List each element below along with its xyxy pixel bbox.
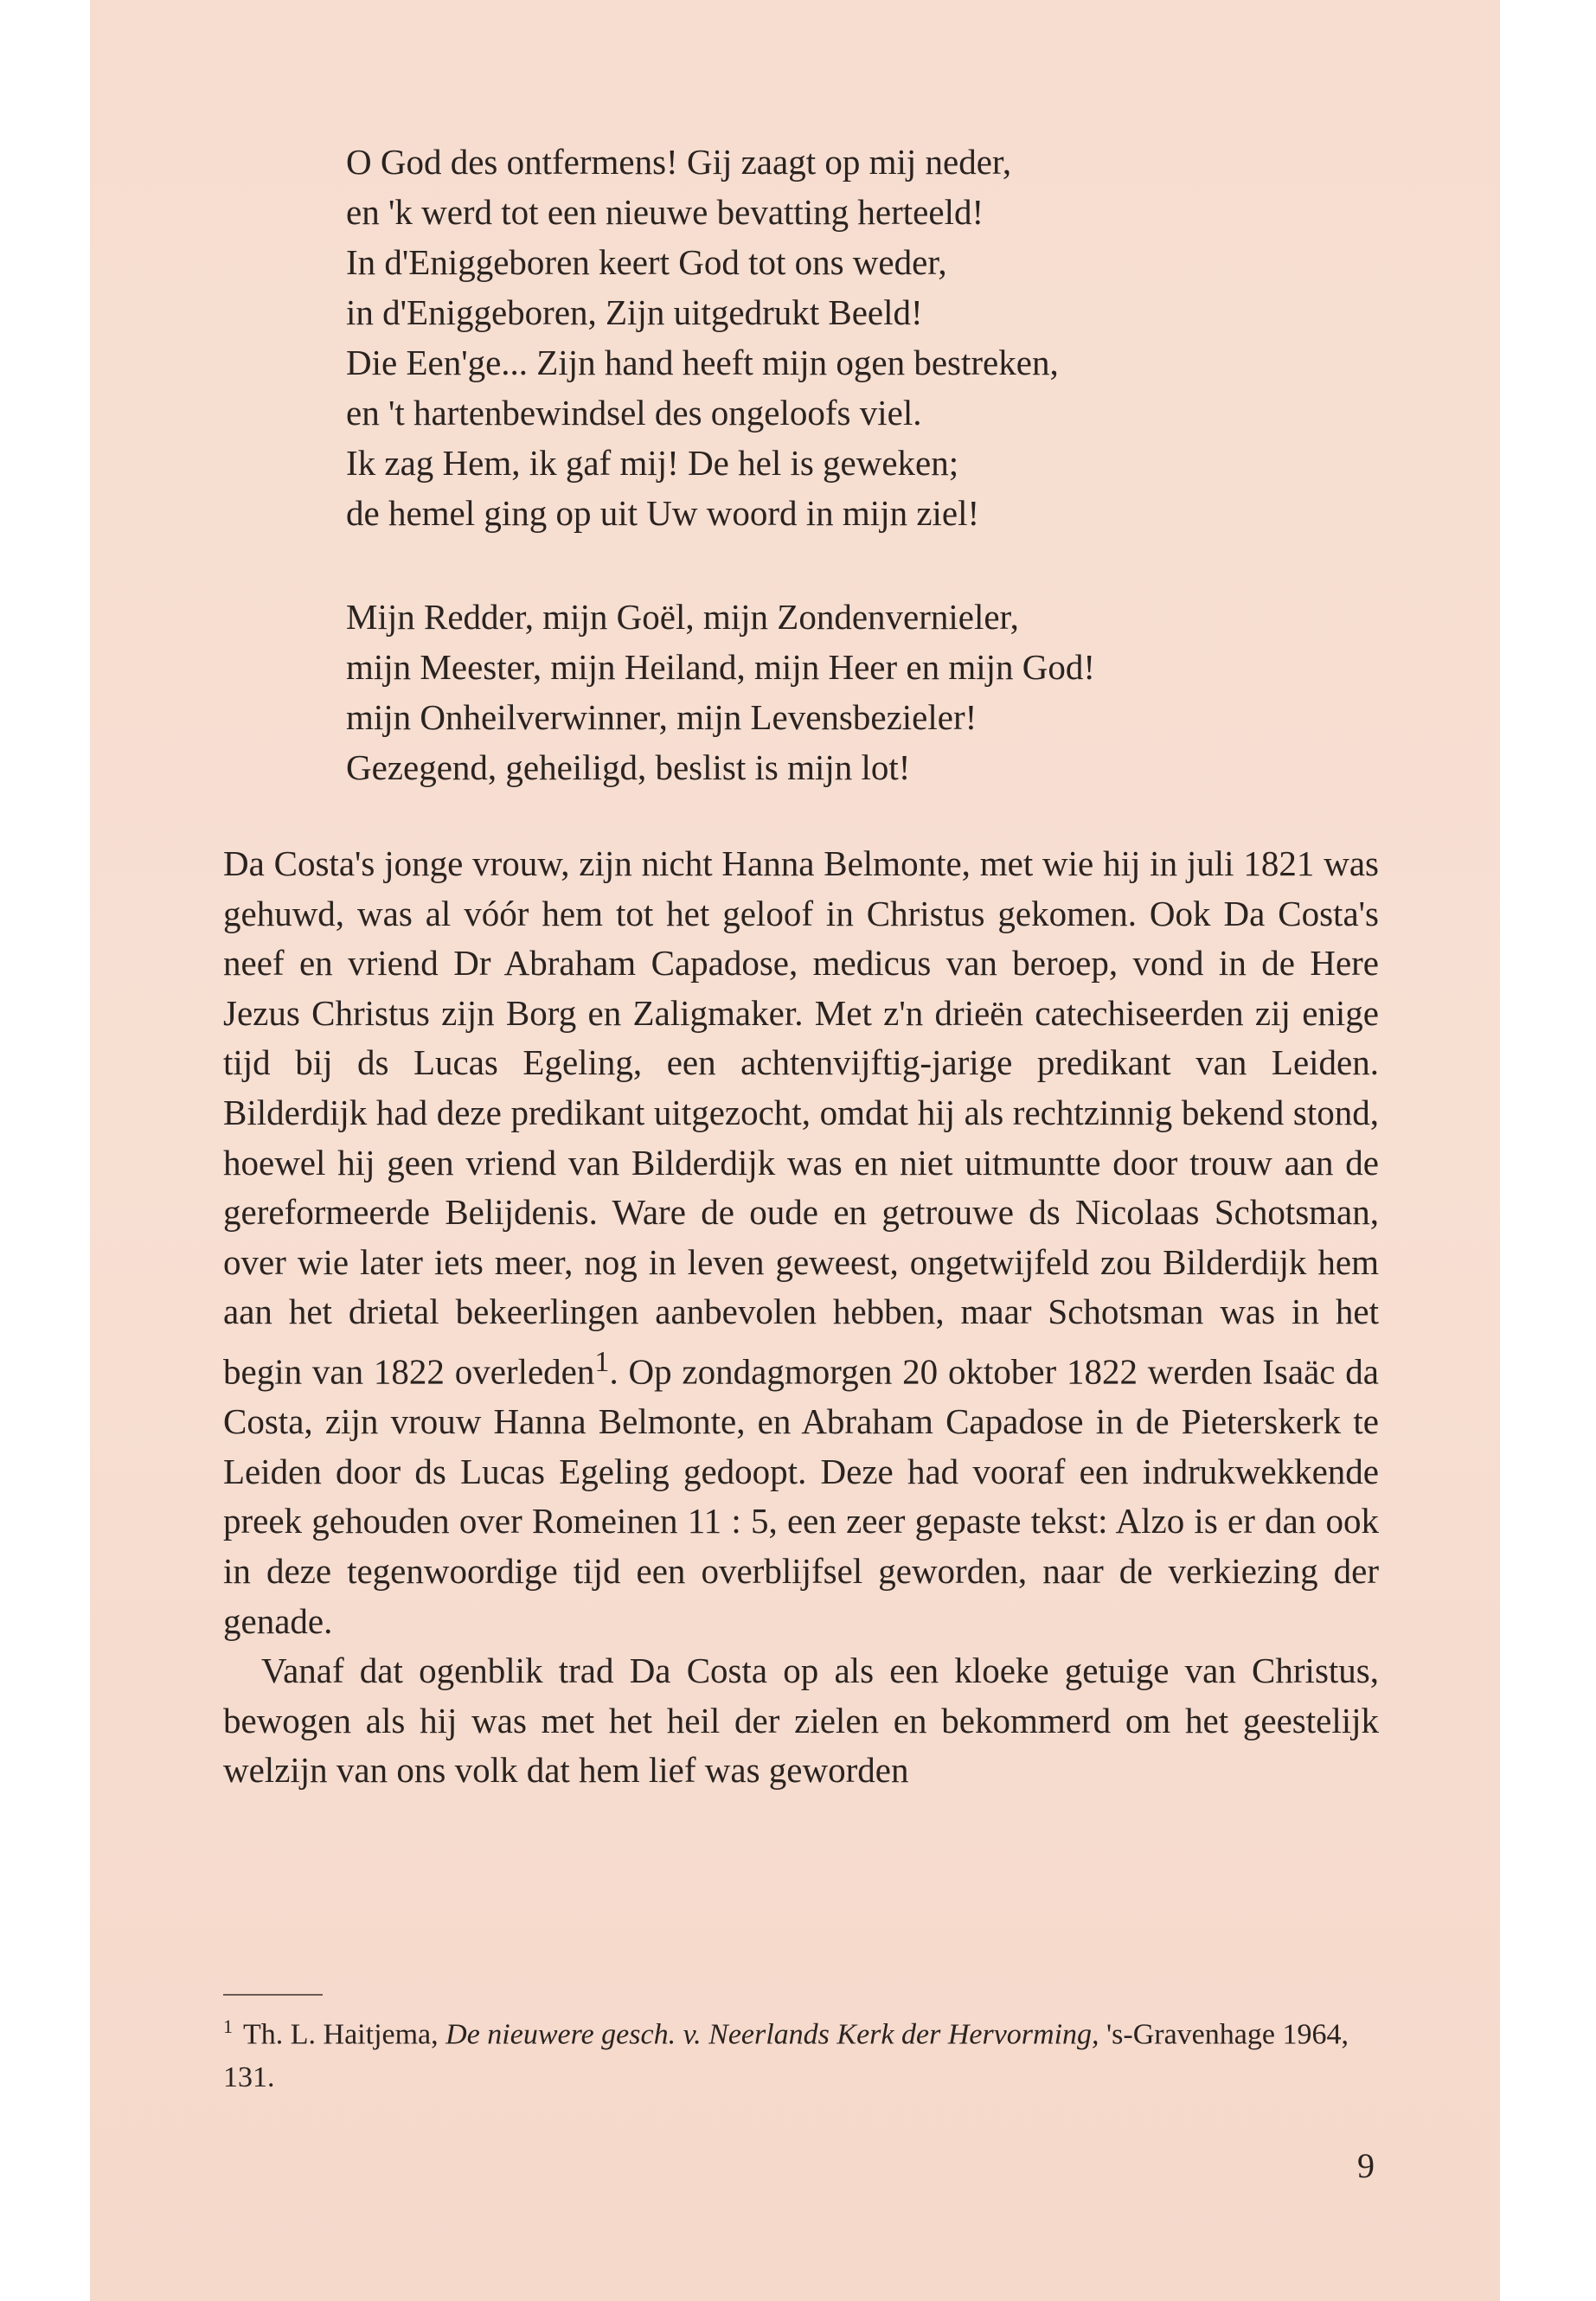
page-number: 9 [1357, 2146, 1375, 2185]
footnote-marker: 1 [223, 2016, 233, 2037]
paragraph-1-part-2: . Op zondagmorgen 20 oktober 1822 werden Isaäc da Costa, zijn vrouw Hanna Belmonte, en Abraham Capadose in de Pieterskerk te Leiden door ds Lucas Egeling gedoopt. Deze had vooraf een indrukwekkende preek gehouden over Romeinen 11 : 5, een zeer gepaste tekst: Alzo is er dan ook in deze tegenwoordige tijd een overblijfsel geworden, naar de verkiezing der genade. [223, 1351, 1379, 1641]
paragraph-2: Vanaf dat ogenblik trad Da Costa op als een kloeke getuige van Christus, bewogen als hij was met het heil der zielen en bekommerd om het geestelijk welzijn van ons volk dat hem lief was geworden [223, 1650, 1379, 1791]
paragraph-1 [223, 839, 1379, 1646]
footnote-author: Th. L. Haitjema, [243, 2018, 446, 2051]
poem-line: Gezegend, geheiligd, beslist is mijn lot! [346, 747, 911, 787]
poem-line: mijn Meester, mijn Heiland, mijn Heer en mijn God! [346, 647, 1096, 687]
footnote-rest: 's-Gravenhage 1964, 131. [223, 2018, 1349, 2094]
poem-line: In d'Eniggeboren keert God tot ons weder, [346, 242, 947, 282]
poem-line: Mijn Redder, mijn Goël, mijn Zondenvernieler, [346, 597, 1019, 637]
poem-line: Ik zag Hem, ik gaf mij! De hel is geweken; [346, 443, 959, 483]
poem-stanza-1 [346, 137, 1298, 538]
poem-line: O God des ontfermens! Gij zaagt op mij neder, [346, 142, 1012, 182]
body-text [223, 839, 1379, 1796]
footnote-reference: 1 [594, 1345, 610, 1378]
footnote [223, 2005, 1379, 2099]
poem-line: en 'k werd tot een nieuwe bevatting herteeld! [346, 192, 984, 232]
poem-line: in d'Eniggeboren, Zijn uitgedrukt Beeld! [346, 292, 923, 332]
poem-line: en 't hartenbewindsel des ongeloofs viel. [346, 393, 922, 433]
poem-stanza-2 [346, 592, 1298, 792]
poem-line: mijn Onheilverwinner, mijn Levensbezieler! [346, 697, 977, 737]
poem [346, 137, 1298, 792]
footnote-divider [223, 1994, 323, 1996]
poem-line: de hemel ging op uit Uw woord in mijn ziel! [346, 493, 980, 533]
paragraph-1-part-1: Da Costa's jonge vrouw, zijn nicht Hanna Belmonte, met wie hij in juli 1821 was gehuwd, was al vóór hem tot het geloof in Christus gekomen. Ook Da Costa's neef en vriend Dr Abraham Capadose, medicus van beroep, vond in de Here Jezus Christus zijn Borg en Zaligmaker. Met z'n drieën catechiseerden zij enige tijd bij ds Lucas Egeling, een achtenvijftig-jarige predikant van Leiden. Bilderdijk had deze predikant uitgezocht, omdat hij als rechtzinnig bekend stond, hoewel hij geen vriend van Bilderdijk was en niet uitmuntte door trouw aan de gereformeerde Belijdenis. Ware de oude en getrouwe ds Nicolaas Schotsman, over wie later iets meer, nog in leven geweest, ongetwijfeld zou Bilderdijk hem aan het drietal bekeerlingen aanbevolen hebben, maar Schotsman was in het begin van 1822 overleden [223, 843, 1379, 1392]
book-page [90, 0, 1500, 2301]
footnote-title: De nieuwere gesch. v. Neerlands Kerk der Hervorming, [445, 2018, 1099, 2051]
poem-line: Die Een'ge... Zijn hand heeft mijn ogen bestreken, [346, 343, 1059, 382]
